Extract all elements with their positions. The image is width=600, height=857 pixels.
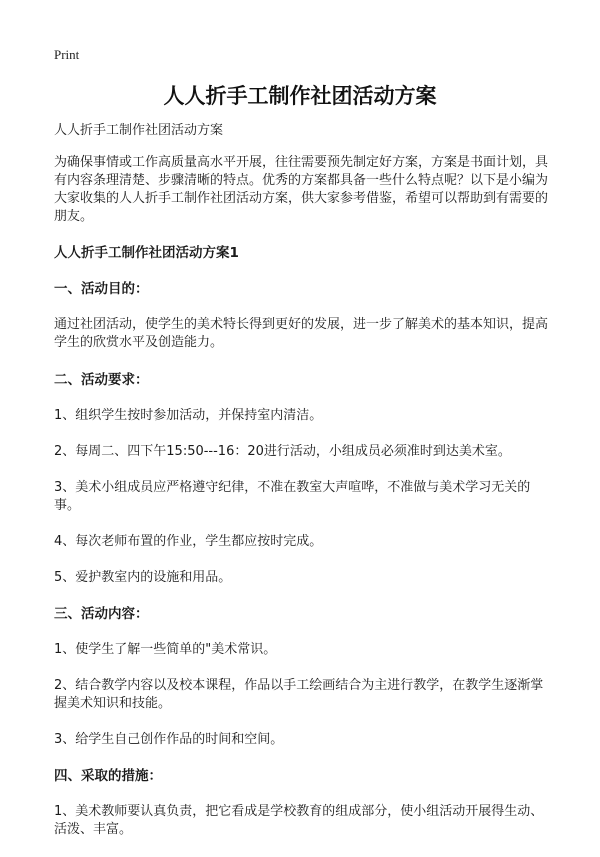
list-item: 1、组织学生按时参加活动，并保持室内清洁。 — [54, 408, 323, 423]
intro-paragraph: 为确保事情或工作高质量高水平开展，往往需要预先制定好方案，方案是书面计划，具有内容条理清楚、步骤清晰的特点。优秀的方案都具备一些什么特点呢？以下是小编为大家收集的人人折手工制作社团活动方案，供大家参考借鉴，希望可以帮助到有需要的朋友。 — [54, 155, 549, 224]
purpose-paragraph: 通过社团活动，使学生的美术特长得到更好的发展，进一步了解美术的基本知识，提高学生的欣赏水平及创造能力。 — [54, 317, 549, 350]
list-item: 5、爱护教室内的设施和用品。 — [54, 570, 232, 585]
section-heading-purpose: 一、活动目的： — [54, 281, 149, 297]
section-heading-requirements: 二、活动要求： — [54, 372, 149, 388]
plan-heading: 人人折手工制作社团活动方案1 — [54, 245, 239, 261]
list-item: 1、使学生了解一些简单的"美术常识。 — [54, 642, 277, 657]
list-item: 2、结合教学内容以及校本课程，作品以手工绘画结合为主进行教学，在教学生逐渐掌握美术知识和技能。 — [54, 678, 544, 711]
section-heading-content: 三、活动内容： — [54, 606, 149, 622]
print-link[interactable]: Print — [54, 47, 80, 62]
list-item: 4、每次老师布置的作业，学生都应按时完成。 — [54, 534, 323, 549]
list-item: 1、美术教师要认真负责，把它看成是学校教育的组成部分，使小组活动开展得生动、活泼、丰富。 — [54, 804, 544, 837]
section-heading-measures: 四、采取的措施： — [54, 768, 162, 784]
list-item: 3、给学生自己创作作品的时间和空间。 — [54, 732, 284, 747]
list-item: 2、每周二、四下午15:50---16：20进行活动，小组成员必须准时到达美术室。 — [54, 444, 511, 459]
document-subtitle: 人人折手工制作社团活动方案 — [54, 123, 224, 138]
list-item: 3、美术小组成员应严格遵守纪律，不准在教室大声喧哗，不准做与美术学习无关的事。 — [54, 480, 531, 513]
page-title: 人人折手工制作社团活动方案 — [163, 84, 437, 108]
document-body — [54, 122, 550, 857]
